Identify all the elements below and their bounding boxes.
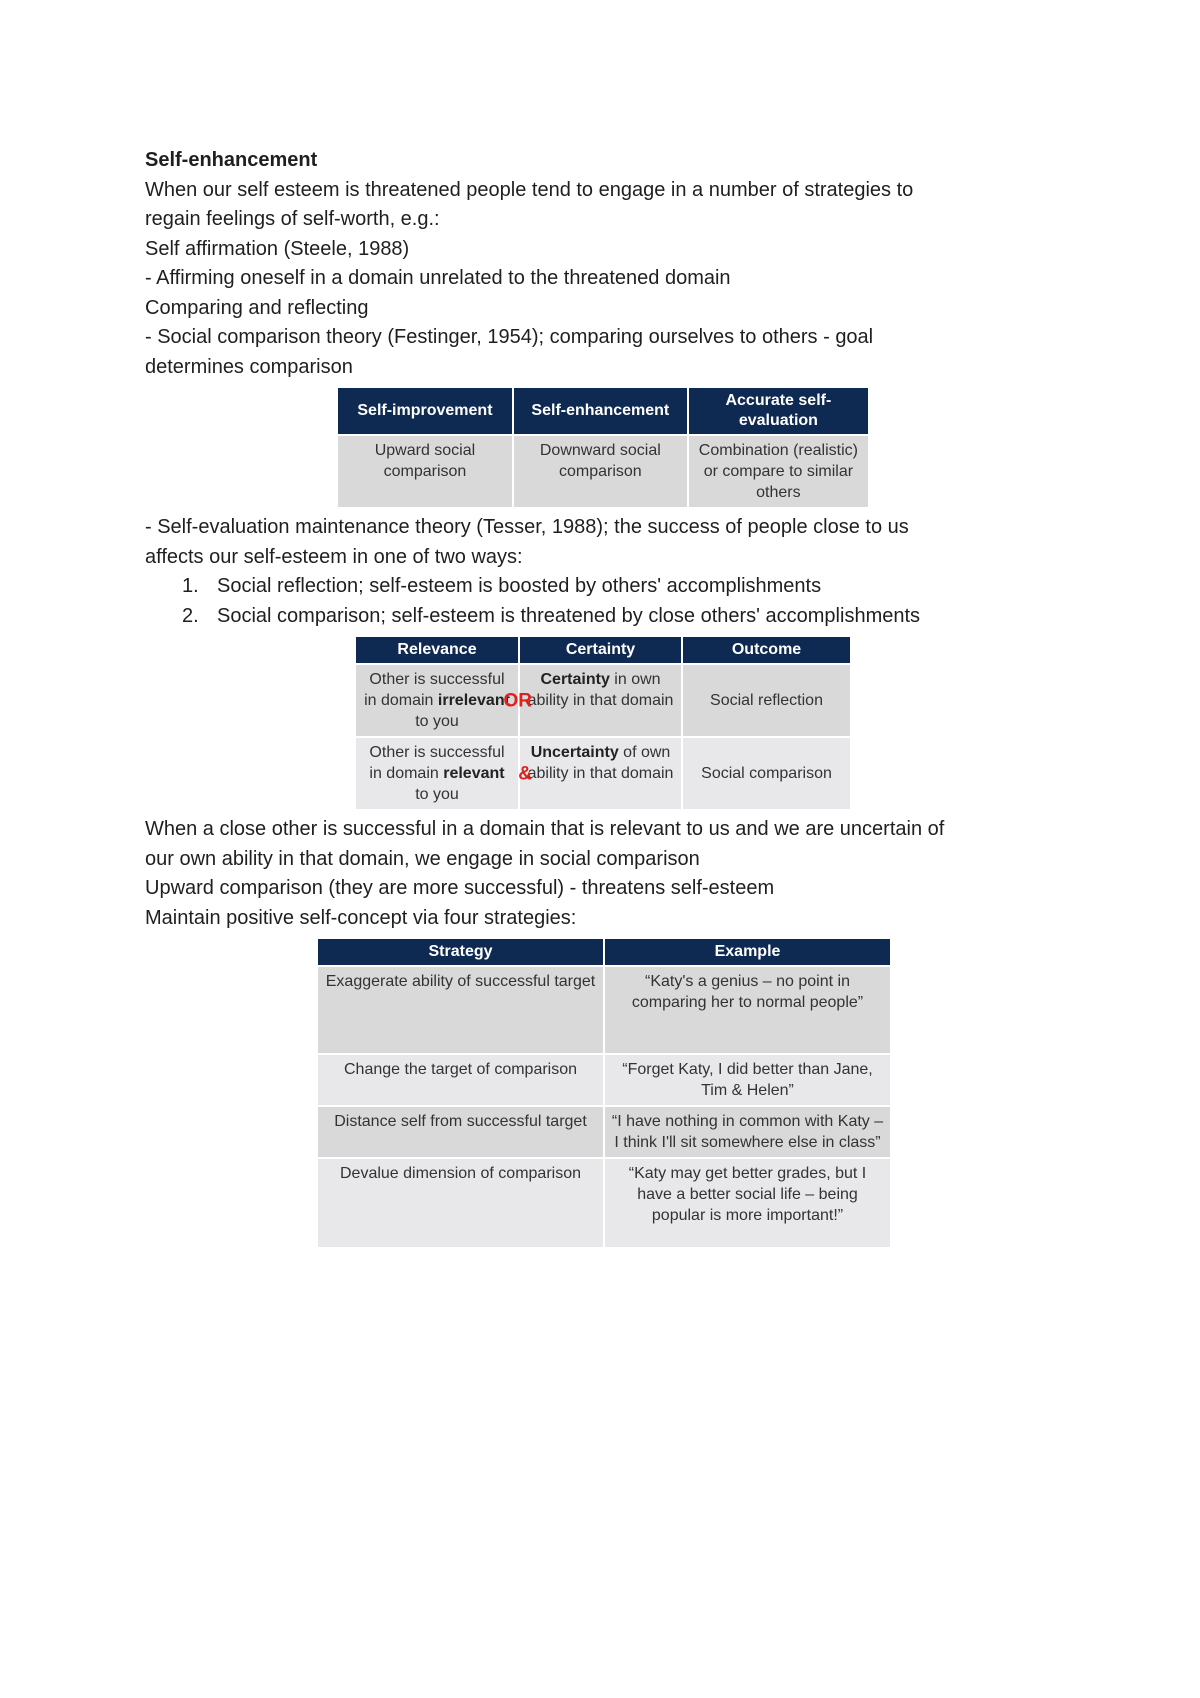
table-header: Strategy	[318, 939, 604, 966]
intro-line: - Social comparison theory (Festinger, 1954); comparing ourselves to others - goal	[145, 326, 874, 348]
section-heading: Self-enhancement	[145, 149, 318, 171]
example-cell: “Forget Katy, I did better than Jane, Tim & Helen”	[604, 1054, 890, 1106]
certainty-cell: Uncertainty of own ability in that domain	[519, 737, 682, 809]
table-cell: Upward social comparison	[338, 435, 513, 507]
sem-line: - Self-evaluation maintenance theory (Tesser, 1988); the success of people close to us	[145, 516, 909, 538]
table-cell: Downward social comparison	[513, 435, 688, 507]
strategy-cell: Exaggerate ability of successful target	[318, 966, 604, 1054]
relevance-cell: Other is successful in domain relevant to you &	[356, 737, 519, 809]
table-cell: Combination (realistic) or compare to similar others	[688, 435, 868, 507]
strategy-cell: Distance self from successful target	[318, 1106, 604, 1158]
example-cell: “Katy may get better grades, but I have a better social life – being popular is more important!”	[604, 1158, 890, 1247]
outcome-cell: Social comparison	[682, 737, 850, 809]
sem-line: affects our self-esteem in one of two ways:	[145, 545, 523, 568]
list-item: 1. Social reflection; self-esteem is boosted by others' accomplishments	[182, 575, 822, 597]
sem-outcome-table	[356, 637, 850, 809]
example-cell: “Katy's a genius – no point in comparing her to normal people”	[604, 966, 890, 1054]
strategy-cell: Devalue dimension of comparison	[318, 1158, 604, 1247]
table-header: Self-enhancement	[513, 388, 688, 435]
intro-line: regain feelings of self-worth, e.g.:	[145, 208, 440, 230]
table-header: Certainty	[519, 637, 682, 664]
outro-line: Maintain positive self-concept via four strategies:	[145, 906, 577, 929]
strategy-table	[318, 939, 890, 1247]
sem-outcome-table-wrap	[145, 637, 1065, 809]
outro-line: When a close other is successful in a domain that is relevant to us and we are uncertain of	[145, 818, 945, 840]
numbered-list	[145, 572, 1065, 631]
intro-line: Comparing and reflecting	[145, 296, 369, 319]
outro-line: Upward comparison (they are more successful) - threatens self-esteem	[145, 877, 775, 899]
intro-line: When our self esteem is threatened people tend to engage in a number of strategies to	[145, 178, 914, 201]
comparison-goals-table-wrap	[145, 388, 1065, 507]
list-item: 2. Social comparison; self-esteem is threatened by close others' accomplishments	[182, 604, 921, 627]
example-cell: “I have nothing in common with Katy – I think I'll sit somewhere else in class”	[604, 1106, 890, 1158]
comparison-goals-table	[338, 388, 868, 507]
table-header: Relevance	[356, 637, 519, 664]
table-header: Outcome	[682, 637, 850, 664]
or-connector: OR	[503, 690, 533, 711]
table-header: Example	[604, 939, 890, 966]
outro-line: our own ability in that domain, we engage in social comparison	[145, 847, 700, 870]
intro-line: determines comparison	[145, 355, 353, 378]
intro-line: Self affirmation (Steele, 1988)	[145, 237, 410, 260]
document-body	[145, 146, 1065, 1253]
table-header: Accurate self-evaluation	[688, 388, 868, 435]
table-header: Self-improvement	[338, 388, 513, 435]
certainty-cell: Certainty in own ability in that domain	[519, 664, 682, 737]
intro-line: - Affirming oneself in a domain unrelated to the threatened domain	[145, 267, 731, 289]
strategy-table-wrap	[145, 939, 1065, 1247]
and-connector: &	[518, 763, 533, 784]
outcome-cell: Social reflection	[682, 664, 850, 737]
strategy-cell: Change the target of comparison	[318, 1054, 604, 1106]
relevance-cell: Other is successful in domain irrelevant to you OR	[356, 664, 519, 737]
